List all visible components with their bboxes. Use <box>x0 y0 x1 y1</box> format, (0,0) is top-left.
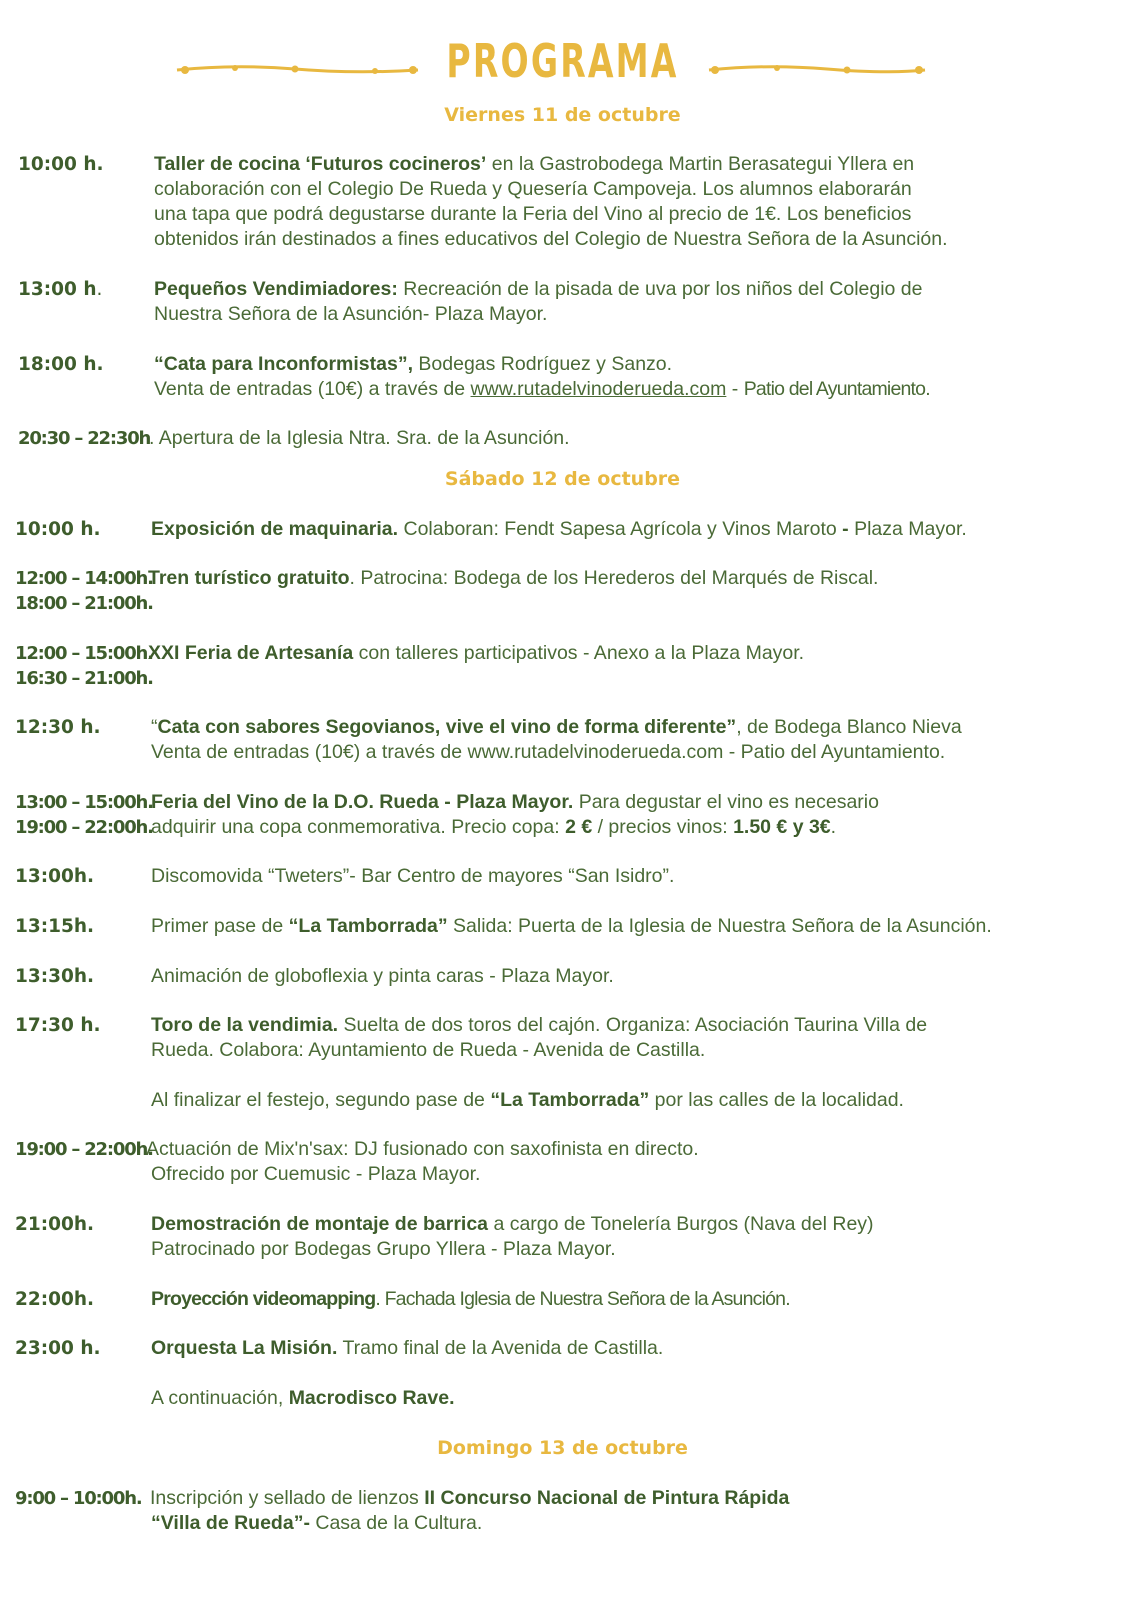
event-time: 22:00h. <box>15 1289 95 1310</box>
event-description: Discomovida “Tweters”- Bar Centro de mayores “San Isidro”. <box>151 865 675 887</box>
event-time: 10:00 h. <box>15 519 101 540</box>
event-description: Exposición de maquinaria. Colaboran: Fendt Sapesa Agrícola y Vinos Maroto - Plaza Mayor. <box>151 518 967 540</box>
event-description: Primer pase de “La Tamborrada” Salida: Puerta de la Iglesia de Nuestra Señora de la Asunción. <box>151 915 992 937</box>
event-time: 20:30 – 22:30h <box>18 428 151 449</box>
event-time: 13:00h. <box>15 866 95 887</box>
ticket-link[interactable]: www.rutadelvinoderueda.com <box>470 378 727 400</box>
day-heading-saturday: Sábado 12 de octubre <box>444 468 681 490</box>
event-time: 21:00h. <box>15 1214 95 1235</box>
event-time: 12:00 – 15:00h. <box>15 643 153 664</box>
event-time-2: 18:00 – 21:00h. <box>15 593 153 614</box>
page-title: PROGRAMA <box>446 34 679 88</box>
header <box>0 28 1125 108</box>
event-description: Toro de la vendimia. Suelta de dos toros del cajón. Organiza: Asociación Taurina Villa de Rueda. Colabora: Ayuntamiento de Rueda - Avenida de Castilla. Al finalizar el festejo, segundo pase de “La Tamborrada” por las calles de la localidad. <box>151 1014 928 1111</box>
right-ornament-icon <box>707 60 927 80</box>
event-description: Taller de cocina ‘Futuros cocineros’ en la Gastrobodega Martin Berasategui Yllera en colaboración con el Colegio De Rueda y Quesería Campoveja. Los alumnos elaborarán una tapa que podrá degustarse durante la Feria del Vino al precio de 1€. Los beneficios obtenidos irán destinados a fines educativos del Colegio de Nuestra Señora de la Asunción. <box>154 153 948 250</box>
event-time: 18:00 h. <box>18 354 104 375</box>
event-description: Animación de globoflexia y pinta caras - Plaza Mayor. <box>151 965 614 987</box>
event-description: “Cata con sabores Segovianos, vive el vino de forma diferente”, de Bodega Blanco Nieva Venta de entradas (10€) a través de www.rutadelvinoderueda.com - Patio del Ayuntamiento. <box>151 716 962 763</box>
event-description: “Cata para Inconformistas”, Bodegas Rodríguez y Sanzo. Venta de entradas (10€) a través de www.rutadelvinoderueda.com - Patio del Ayuntamiento. <box>154 353 930 400</box>
event-time: 12:00 – 14:00h. <box>15 568 153 589</box>
event-time-2: 16:30 – 21:00h. <box>15 668 153 689</box>
event-time: 13:15h. <box>15 916 95 937</box>
event-time: 19:00 – 22:00h. <box>15 1139 153 1160</box>
day-heading-friday: Viernes 11 de octubre <box>444 104 681 126</box>
event-description: Proyección videomapping. Fachada Iglesia de Nuestra Señora de la Asunción. <box>151 1288 790 1310</box>
event-time: 13:00 – 15:00h. <box>15 792 153 813</box>
event-time: 10:00 h. <box>18 154 104 175</box>
day-heading-sunday: Domingo 13 de octubre <box>437 1437 688 1459</box>
event-description: . Apertura de la Iglesia Ntra. Sra. de la Asunción. <box>149 427 570 449</box>
event-description: Actuación de Mix'n'sax: DJ fusionado con saxofinista en directo. Ofrecido por Cuemusic - Plaza Mayor. <box>146 1138 699 1185</box>
event-description: Orquesta La Misión. Tramo final de la Avenida de Castilla. A continuación, Macrodisco Rave. <box>151 1337 664 1409</box>
event-time: 17:30 h. <box>15 1015 101 1036</box>
event-time: 23:00 h. <box>15 1338 101 1359</box>
event-description: Tren turístico gratuito. Patrocina: Bodega de los Herederos del Marqués de Riscal. <box>148 567 879 589</box>
event-description: XXI Feria de Artesanía con talleres participativos - Anexo a la Plaza Mayor. <box>148 642 805 664</box>
event-time: 13:30h. <box>15 966 95 987</box>
event-time: 9:00 – 10:00h. <box>15 1488 142 1509</box>
event-time-2: 19:00 – 22:00h. <box>15 817 153 838</box>
event-time: 12:30 h. <box>15 717 101 738</box>
event-time: 13:00 h. <box>18 279 103 300</box>
event-description: Demostración de montaje de barrica a cargo de Tonelería Burgos (Nava del Rey) Patrocinado por Bodegas Grupo Yllera - Plaza Mayor. <box>151 1213 874 1260</box>
event-description: Inscripción y sellado de lienzos II Concurso Nacional de Pintura Rápida “Villa de Rueda”- Casa de la Cultura. <box>150 1487 790 1534</box>
event-description: Pequeños Vendimiadores: Recreación de la pisada de uva por los niños del Colegio de Nuestra Señora de la Asunción- Plaza Mayor. <box>154 278 923 325</box>
event-description: Feria del Vino de la D.O. Rueda - Plaza Mayor. Para degustar el vino es necesario adquirir una copa conmemorativa. Precio copa: 2 € / precios vinos: 1.50 € y 3€. <box>151 791 879 838</box>
